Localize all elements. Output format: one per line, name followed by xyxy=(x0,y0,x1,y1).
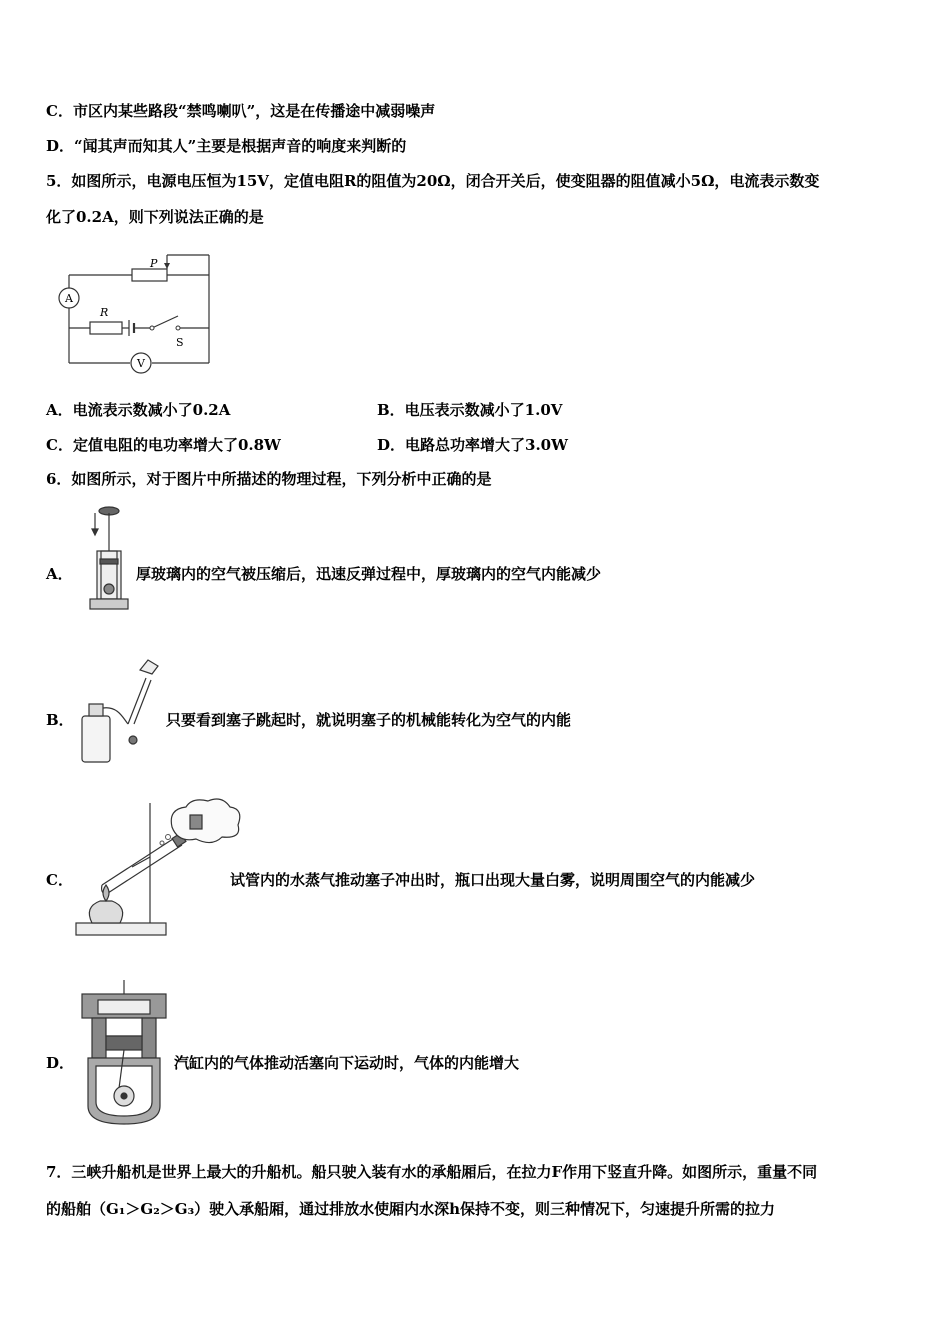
ammeter-label: A xyxy=(65,292,73,305)
q6-option-c-label: C． xyxy=(46,871,73,889)
q4-option-c: C．市区内某些路段“禁鸣喇叭”，这是在传播途中减弱噪声 xyxy=(46,102,436,120)
q6-option-d-label: D． xyxy=(46,1054,75,1072)
q5-circuit-diagram xyxy=(52,250,217,380)
resistor-label: R xyxy=(100,306,109,319)
q6-option-c-text: 试管内的水蒸气推动塞子冲出时，瓶口出现大量白雾，说明周围空气的内能减少 xyxy=(230,871,756,889)
q7-stem-line2: 的船舶（G₁＞G₂＞G₃）驶入承船厢，通过排放水使厢内水深h保持不变，则三种情况下，匀速提升所需的拉力 xyxy=(46,1200,776,1218)
q6-option-a-text: 厚玻璃内的空气被压缩后，迅速反弹过程中，厚玻璃内的空气内能减少 xyxy=(136,565,602,583)
compression-cylinder-figure xyxy=(80,503,130,618)
q4-option-d: D．“闻其声而知其人”主要是根据声音的响度来判断的 xyxy=(46,137,407,155)
test-tube-steam-figure xyxy=(72,797,252,939)
q6-stem: 6．如图所示，对于图片中所描述的物理过程，下列分析中正确的是 xyxy=(46,470,492,488)
q5-option-c: C．定值电阻的电功率增大了0.8W xyxy=(46,436,281,454)
q6-option-d-text: 汽缸内的气体推动活塞向下运动时，气体的内能增大 xyxy=(174,1054,520,1072)
q5-stem-line1: 5．如图所示，电源电压恒为15V，定值电阻R的阻值为20Ω，闭合开关后，使变阻器的阻值减小5Ω，电流表示数变 xyxy=(46,172,820,190)
rheostat-slider-label: P xyxy=(150,257,158,270)
q5-stem-line2: 化了0.2A，则下列说法正确的是 xyxy=(46,208,264,226)
switch-label: S xyxy=(176,336,184,349)
q5-option-b: B．电压表示数减小了1.0V xyxy=(377,401,563,419)
engine-cylinder-figure xyxy=(78,978,172,1128)
bottle-pump-figure xyxy=(78,658,168,768)
voltmeter-label: V xyxy=(137,357,145,370)
q6-option-b-label: B． xyxy=(46,711,74,729)
q7-stem-line1: 7．三峡升船机是世界上最大的升船机。船只驶入装有水的承船厢后，在拉力F作用下竖直升降。如图所示，重量不同 xyxy=(46,1163,818,1181)
q6-option-a-label: A． xyxy=(46,565,73,583)
q5-option-d: D．电路总功率增大了3.0W xyxy=(377,436,568,454)
q6-option-b-text: 只要看到塞子跳起时，就说明塞子的机械能转化为空气的内能 xyxy=(166,711,572,729)
q5-option-a: A．电流表示数减小了0.2A xyxy=(46,401,231,419)
